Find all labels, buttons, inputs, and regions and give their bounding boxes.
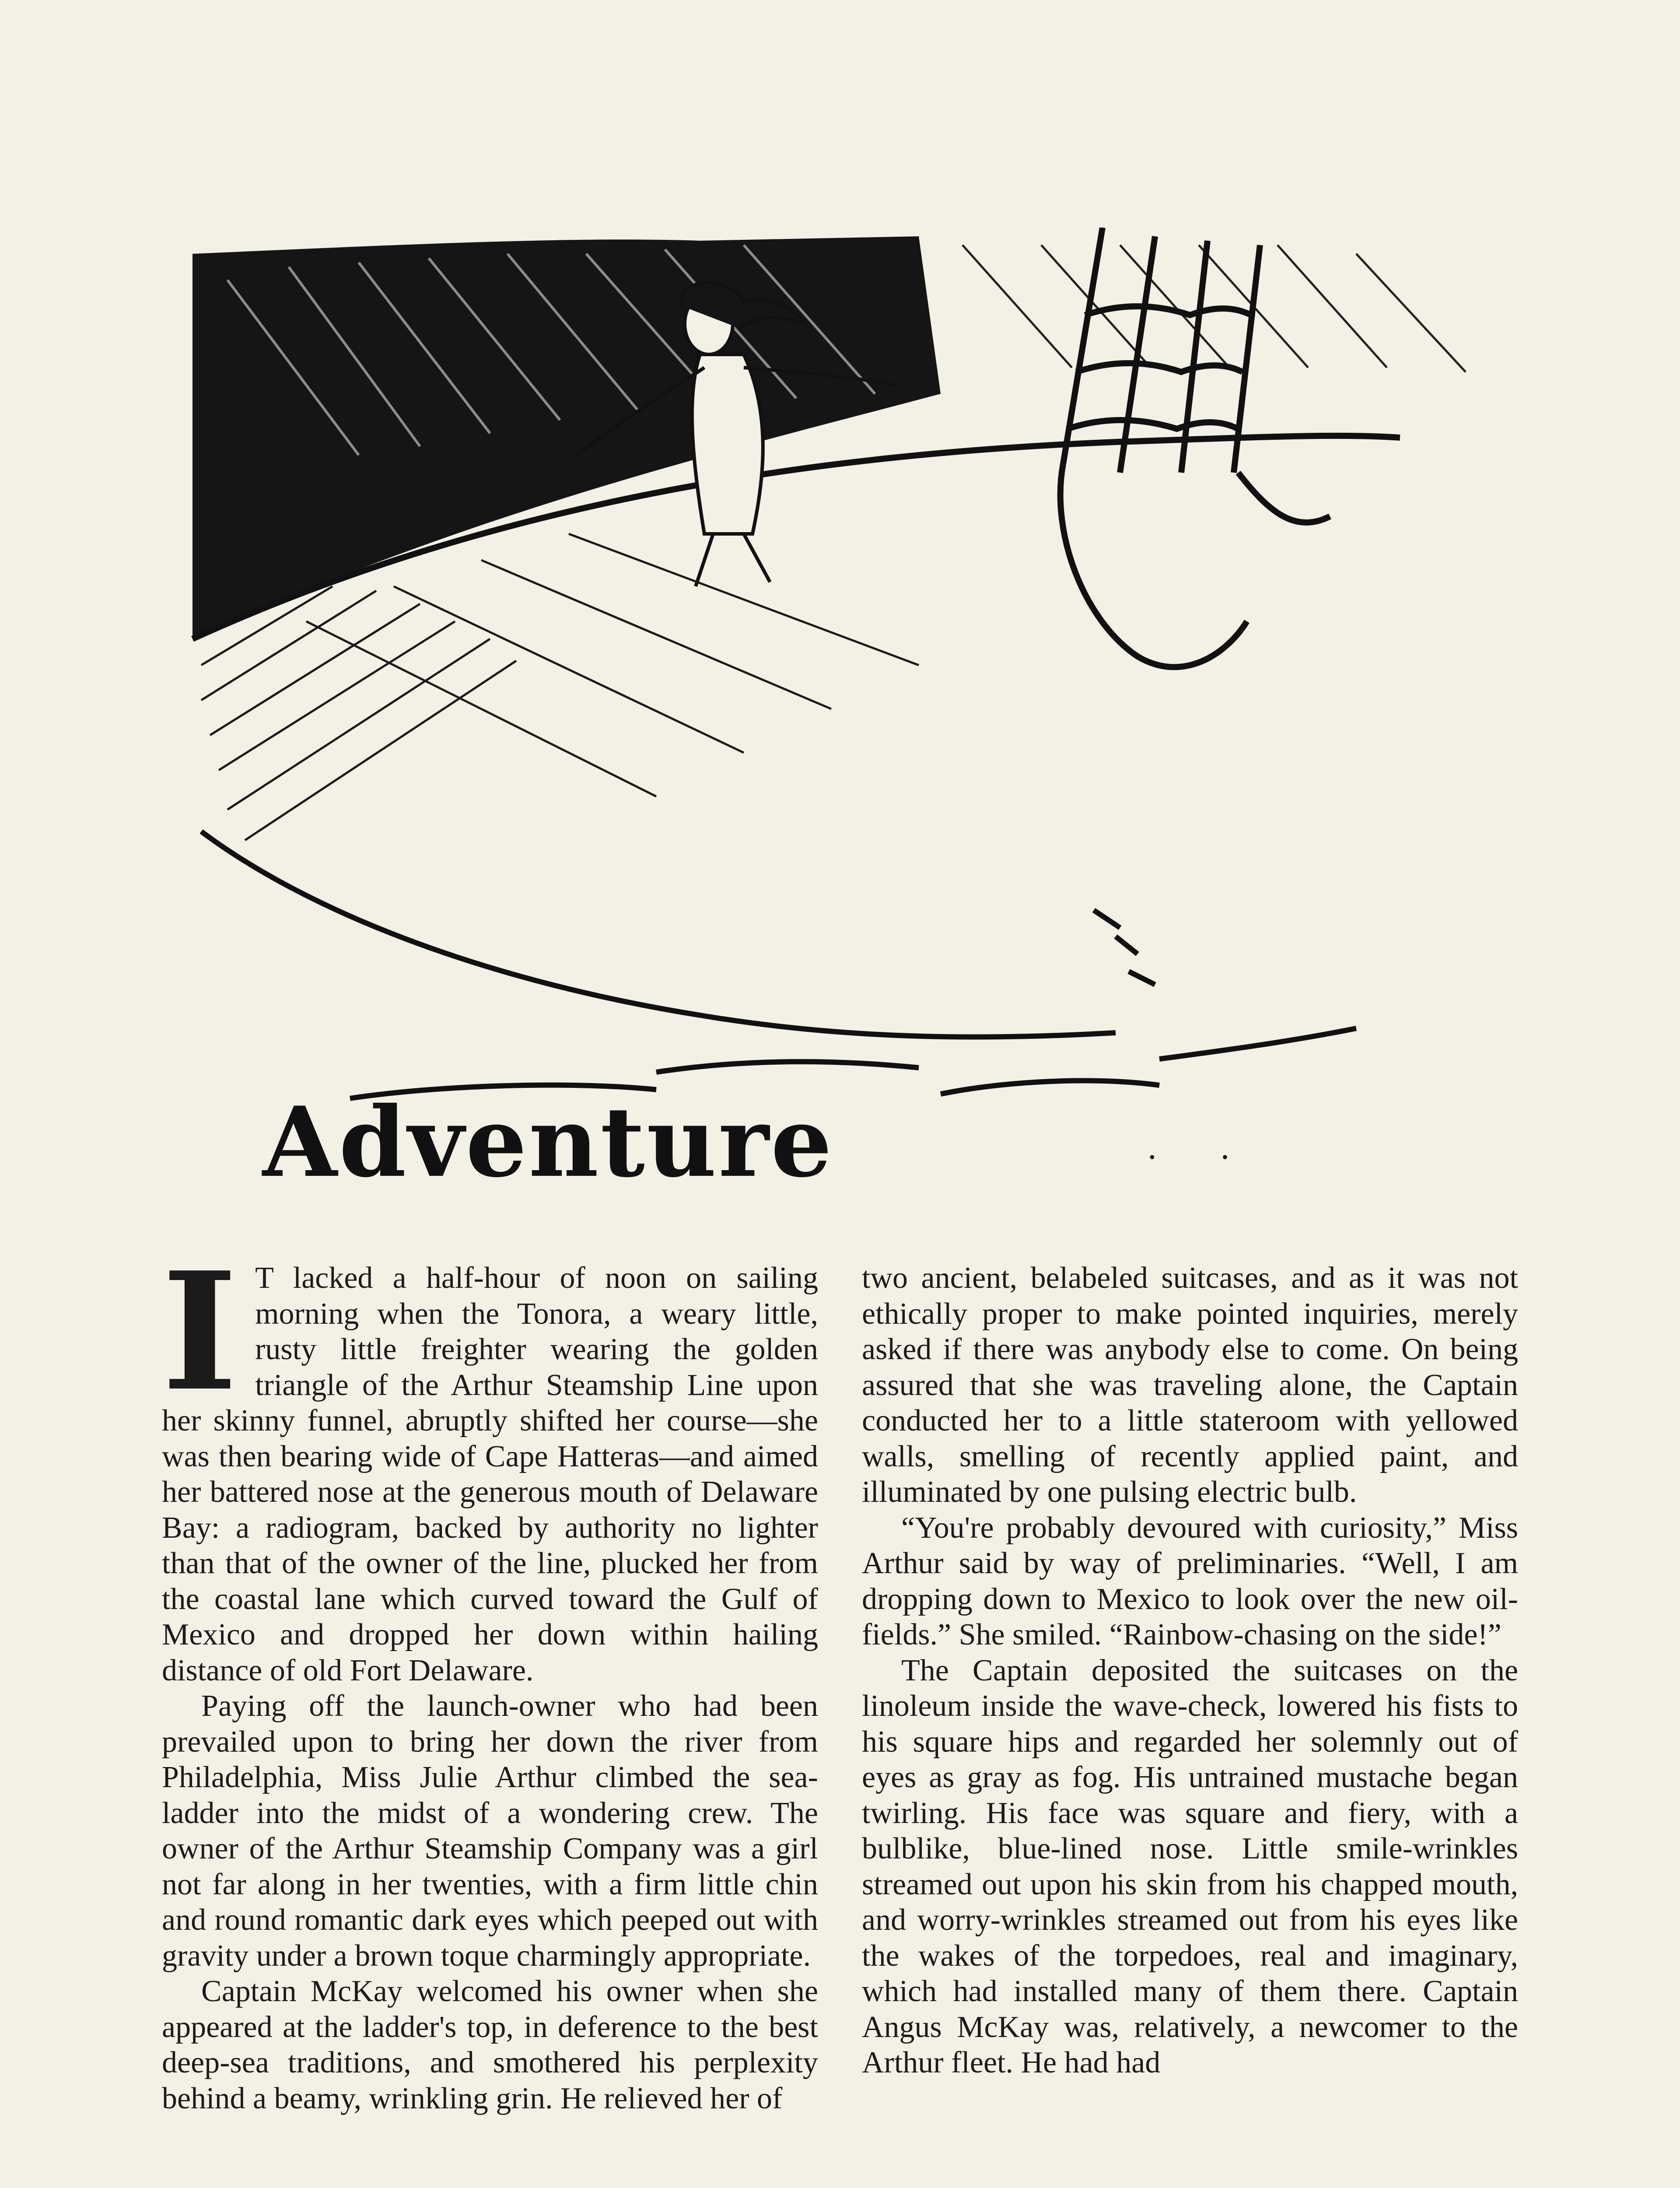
- text-column-left: [162, 1237, 818, 2116]
- title-ornament: · ·: [1146, 1138, 1257, 1177]
- text-column-right: [862, 1260, 1518, 2081]
- paragraph: Captain McKay welcomed his owner when she appeared at the ladder's top, in deference to the best deep-sea traditions, and smothered his perplexity behind a beamy, wrinkling grin. He relieved her of: [162, 1974, 818, 2115]
- rigging: [1060, 228, 1330, 667]
- paragraph: T lacked a half-hour of noon on sailing morning when the Tonora, a weary little, rusty little freighter wearing the golden triangle of the Arthur Steamship Line upon her skinny funnel, abruptly shifted her course—she was then bearing wide of Cape Hatteras—and aimed her battered nose at the generous mouth of Delaware Bay: a radiogram, backed by authority no lighter than that of the owner of the line, plucked her from the coastal lane which curved toward the Gulf of Mexico and dropped her down within hailing distance of old Fort Delaware.: [162, 1261, 818, 1687]
- paragraph: “You're probably devoured with curiosity,” Miss Arthur said by way of preliminaries. “Well, I am dropping down to Mexico to look over the new oil-fields.” She smiled. “Rainbow-chasing on the side!”: [862, 1511, 1518, 1652]
- hull-curve: [201, 831, 1116, 1037]
- waves: [350, 910, 1356, 1098]
- storm-sky: [192, 236, 941, 639]
- paragraph: two ancient, belabeled suitcases, and as it was not ethically proper to make pointed inquiries, merely asked if there was anybody else to come. On being assured that she was traveling alone, the Captain conducted her to a little stateroom with yellowed walls, smelling of recently applied paint, and illuminated by one pulsing electric bulb.: [862, 1261, 1518, 1509]
- paragraph: The Captain deposited the suitcases on the linoleum inside the wave-check, lowered his fists to his square hips and regarded her solemnly out of eyes as gray as fog. His untrained mustache began twirling. His face was square and fiery, with a bulblike, blue-lined nose. Little smile-wrinkles streamed out upon his skin from his chapped mouth, and worry-wrinkles streamed out from his eyes like the wakes of the torpedoes, real and imaginary, which had installed many of them there. Captain Angus McKay was, relatively, a newcomer to the Arthur fleet. He had had: [862, 1653, 1518, 2079]
- article-title: Adventure: [262, 1085, 834, 1199]
- drop-cap: I: [162, 1237, 238, 1427]
- paragraph: Paying off the launch-owner who had been prevailed upon to bring her down the river from Philadelphia, Miss Julie Arthur climbed the sea-ladder into the midst of a wondering crew. The owner of the Arthur Steamship Company was a girl not far along in her twenties, with a firm little chin and round romantic dark eyes which peeped out with gravity under a brown toque charmingly appropriate.: [162, 1689, 818, 1973]
- ship-deck-illustration: [175, 228, 1505, 1129]
